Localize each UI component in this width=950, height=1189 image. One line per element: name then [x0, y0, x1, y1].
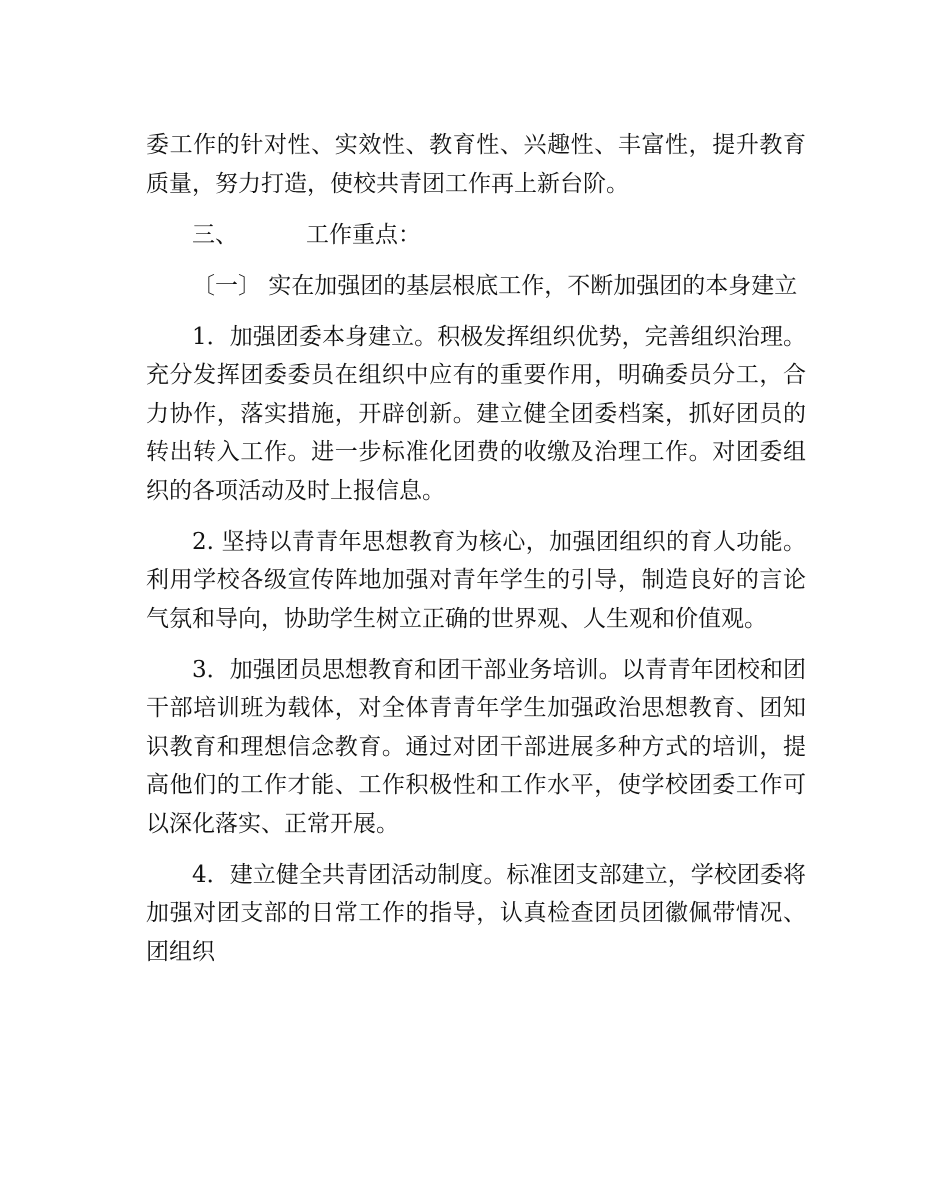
document-body — [146, 126, 806, 984]
paragraph-item-3: 3．加强团员思想教育和团干部业务培训。以青青年团校和团干部培训班为载体，对全体青青年学生加强政治思想教育、团知识教育和理想信念教育。通过对团干部进展多种方式的培训，提高他们的工作才能、工作积极性和工作水平，使学校团委工作可以深化落实、正常开展。 — [146, 656, 806, 837]
paragraph-item-4: 4．建立健全共青团活动制度。标准团支部建立，学校团委将加强对团支部的日常工作的指导，认真检查团员团徽佩带情况、团组织 — [146, 861, 806, 965]
subsection-heading: 〔一〕 实在加强团的基层根底工作，不断加强团的本身建立 — [192, 272, 798, 299]
section-heading — [146, 216, 806, 255]
paragraph-item-1: 1．加强团委本身建立。积极发挥组织优势，完善组织治理。充分发挥团委委员在组织中应有的重要作用，明确委员分工，合力协作，落实措施，开辟创新。建立健全团委档案，抓好团员的转出转入工作。进一步标准化团费的收缴及治理工作。对团委组织的各项活动及时上报信息。 — [146, 323, 806, 504]
section-title: 工作重点： — [306, 221, 421, 248]
paragraph-continuation: 委工作的针对性、实效性、教育性、兴趣性、丰富性，提升教育质量，努力打造，使校共青团工作再上新台阶。 — [146, 132, 806, 197]
section-number: 三、 — [192, 221, 238, 248]
paragraph-item-2: 2. 坚持以青青年思想教育为核心，加强团组织的育人功能。利用学校各级宣传阵地加强对青年学生的引导，制造良好的言论气氛和导向，协助学生树立正确的世界观、人生观和价值观。 — [146, 528, 806, 632]
